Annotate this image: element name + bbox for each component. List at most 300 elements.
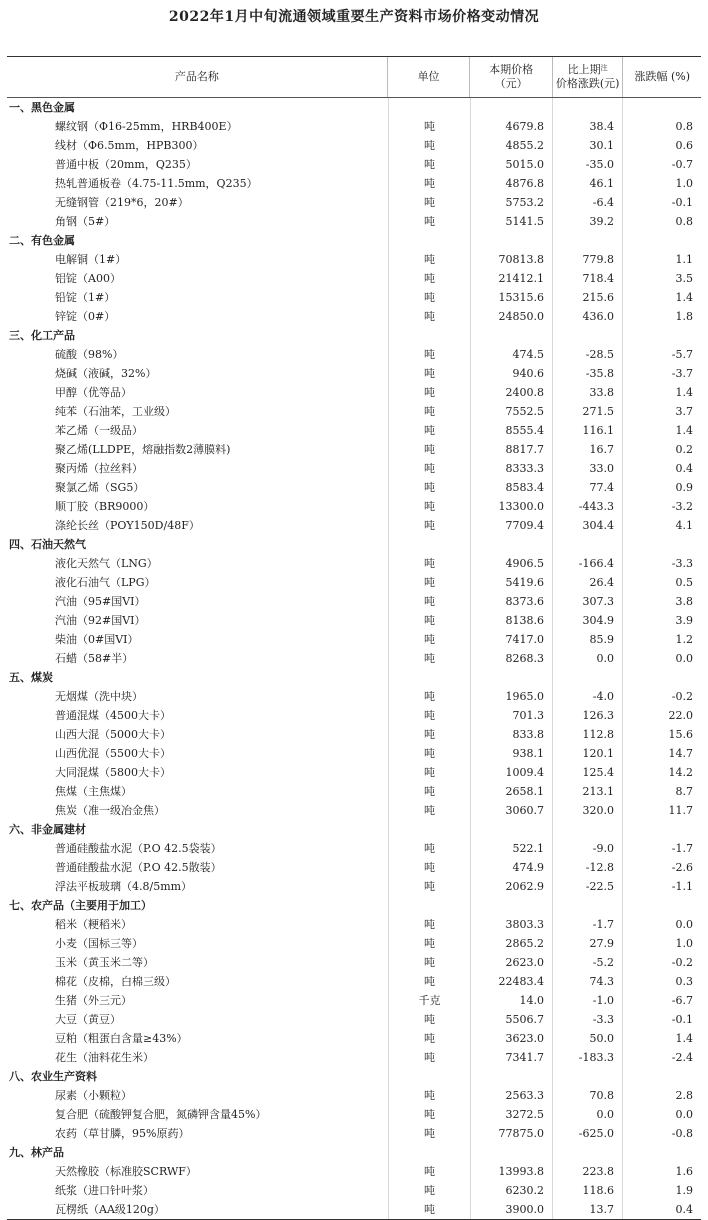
price-cell: 14.0 [471, 991, 553, 1010]
table-header [7, 57, 701, 98]
product-name: 普通硅酸盐水泥（P.O 42.5散装） [7, 858, 389, 877]
category-row [7, 896, 701, 915]
price-cell: 5419.6 [471, 573, 553, 592]
category-name: 九、林产品 [7, 1143, 389, 1162]
price-cell: 4876.8 [471, 174, 553, 193]
table-row [7, 307, 701, 326]
pct-cell: -1.1 [671, 880, 693, 893]
category-name: 六、非金属建材 [7, 820, 389, 839]
unit-cell: 吨 [389, 1086, 471, 1105]
pct-cell: 1.1 [675, 253, 693, 266]
change-cell: 27.9 [553, 934, 623, 953]
product-name: 无烟煤（洗中块） [7, 687, 389, 706]
empty-cell [623, 326, 701, 345]
price-cell: 7341.7 [471, 1048, 553, 1067]
unit-cell: 吨 [389, 611, 471, 630]
unit-cell: 吨 [389, 649, 471, 668]
pct-cell: -3.2 [671, 500, 693, 513]
table-row [7, 174, 701, 193]
price-cell: 8138.6 [471, 611, 553, 630]
pct-cell: -0.2 [671, 956, 693, 969]
table-row [7, 972, 701, 991]
empty-cell [553, 896, 623, 915]
pct-cell: 0.0 [675, 652, 693, 665]
header-unit: 单位 [388, 57, 471, 97]
table-row [7, 763, 701, 782]
unit-cell: 吨 [389, 402, 471, 421]
unit-cell: 吨 [389, 136, 471, 155]
change-cell: 718.4 [553, 269, 623, 288]
pct-cell: 1.0 [675, 937, 693, 950]
price-cell: 4679.8 [471, 117, 553, 136]
pct-cell: 0.0 [675, 1108, 693, 1121]
price-cell: 474.5 [471, 345, 553, 364]
table-row [7, 592, 701, 611]
product-name: 纸浆（进口针叶浆） [7, 1181, 389, 1200]
product-name: 热轧普通板卷（4.75-11.5mm，Q235） [7, 174, 389, 193]
pct-cell: 0.9 [675, 481, 693, 494]
table-row [7, 858, 701, 877]
empty-cell [553, 1143, 623, 1162]
product-name: 大同混煤（5800大卡） [7, 763, 389, 782]
pct-cell: 3.8 [675, 595, 693, 608]
unit-cell: 吨 [389, 193, 471, 212]
product-name: 普通硅酸盐水泥（P.O 42.5袋装） [7, 839, 389, 858]
product-name: 焦炭（准一级冶金焦） [7, 801, 389, 820]
category-name: 四、石油天然气 [7, 535, 389, 554]
price-cell: 3803.3 [471, 915, 553, 934]
pct-cell: 0.4 [675, 462, 693, 475]
price-cell: 22483.4 [471, 972, 553, 991]
price-cell: 7709.4 [471, 516, 553, 535]
table-row [7, 402, 701, 421]
empty-cell [553, 535, 623, 554]
pct-cell: 1.6 [675, 1165, 693, 1178]
unit-cell: 吨 [389, 858, 471, 877]
price-cell: 1009.4 [471, 763, 553, 782]
product-name: 浮法平板玻璃（4.8/5mm） [7, 877, 389, 896]
table-row [7, 1124, 701, 1143]
price-cell: 5015.0 [471, 155, 553, 174]
price-cell: 938.1 [471, 744, 553, 763]
unit-cell: 吨 [389, 269, 471, 288]
product-name: 锌锭（0#） [7, 307, 389, 326]
table-row [7, 288, 701, 307]
price-cell: 2865.2 [471, 934, 553, 953]
change-cell: -12.8 [553, 858, 623, 877]
pct-cell: 1.2 [675, 633, 693, 646]
price-cell: 6230.2 [471, 1181, 553, 1200]
pct-cell: -2.6 [671, 861, 693, 874]
pct-cell: 0.3 [675, 975, 693, 988]
header-change-line1: 比上期 [567, 63, 601, 76]
change-cell: 118.6 [553, 1181, 623, 1200]
change-cell: -22.5 [553, 877, 623, 896]
pct-cell: -6.7 [671, 994, 693, 1007]
pct-cell: 1.9 [675, 1184, 693, 1197]
category-row [7, 668, 701, 687]
pct-cell: -0.2 [671, 690, 693, 703]
pct-cell: 0.4 [675, 1203, 693, 1216]
change-cell: 70.8 [553, 1086, 623, 1105]
header-price-line1: 本期价格 [489, 63, 534, 76]
unit-cell: 吨 [389, 383, 471, 402]
table-row [7, 193, 701, 212]
unit-cell: 吨 [389, 288, 471, 307]
change-cell: -443.3 [553, 497, 623, 516]
category-row [7, 98, 701, 117]
change-cell: -35.0 [553, 155, 623, 174]
table-row [7, 687, 701, 706]
empty-cell [471, 535, 553, 554]
change-cell: 779.8 [553, 250, 623, 269]
product-name: 铝锭（A00） [7, 269, 389, 288]
table-row [7, 782, 701, 801]
table-row [7, 1181, 701, 1200]
price-table [7, 56, 701, 1220]
product-name: 豆粕（粗蛋白含量≥43%） [7, 1029, 389, 1048]
category-row [7, 820, 701, 839]
table-row [7, 250, 701, 269]
pct-cell: 1.4 [675, 386, 693, 399]
change-cell: -4.0 [553, 687, 623, 706]
product-name: 普通混煤（4500大卡） [7, 706, 389, 725]
product-name: 石蜡（58#半） [7, 649, 389, 668]
pct-cell: -5.7 [671, 348, 693, 361]
product-name: 苯乙烯（一级品） [7, 421, 389, 440]
change-cell: 436.0 [553, 307, 623, 326]
table-row [7, 554, 701, 573]
price-cell: 4906.5 [471, 554, 553, 573]
price-cell: 4855.2 [471, 136, 553, 155]
empty-cell [623, 1067, 701, 1086]
price-cell: 3900.0 [471, 1200, 553, 1219]
change-cell: 77.4 [553, 478, 623, 497]
change-cell: 39.2 [553, 212, 623, 231]
table-row [7, 877, 701, 896]
change-cell: -1.7 [553, 915, 623, 934]
table-row [7, 649, 701, 668]
pct-cell: -0.1 [671, 196, 693, 209]
table-row [7, 1086, 701, 1105]
unit-cell: 吨 [389, 1029, 471, 1048]
product-name: 甲醇（优等品） [7, 383, 389, 402]
change-cell: 112.8 [553, 725, 623, 744]
price-cell: 15315.6 [471, 288, 553, 307]
change-cell: 26.4 [553, 573, 623, 592]
change-cell: -1.0 [553, 991, 623, 1010]
header-name: 产品名称 [7, 57, 388, 97]
change-cell: 120.1 [553, 744, 623, 763]
table-row [7, 497, 701, 516]
pct-cell: 1.4 [675, 291, 693, 304]
pct-cell: 3.9 [675, 614, 693, 627]
price-cell: 2400.8 [471, 383, 553, 402]
product-name: 焦煤（主焦煤） [7, 782, 389, 801]
price-cell: 8817.7 [471, 440, 553, 459]
product-name: 硫酸（98%） [7, 345, 389, 364]
product-name: 汽油（95#国VI） [7, 592, 389, 611]
unit-cell: 吨 [389, 877, 471, 896]
empty-cell [553, 98, 623, 117]
category-row [7, 231, 701, 250]
product-name: 烧碱（液碱，32%） [7, 364, 389, 383]
price-cell: 8333.3 [471, 459, 553, 478]
product-name: 液化石油气（LPG） [7, 573, 389, 592]
product-name: 顺丁胶（BR9000） [7, 497, 389, 516]
change-cell: 213.1 [553, 782, 623, 801]
change-cell: 320.0 [553, 801, 623, 820]
unit-cell: 吨 [389, 706, 471, 725]
product-name: 天然橡胶（标准胶SCRWF） [7, 1162, 389, 1181]
change-cell: 126.3 [553, 706, 623, 725]
table-row [7, 725, 701, 744]
pct-cell: 1.4 [675, 424, 693, 437]
change-cell: 33.0 [553, 459, 623, 478]
table-row [7, 611, 701, 630]
unit-cell: 吨 [389, 972, 471, 991]
pct-cell: 1.0 [675, 177, 693, 190]
product-name: 汽油（92#国VI） [7, 611, 389, 630]
price-cell: 77875.0 [471, 1124, 553, 1143]
unit-cell: 吨 [389, 478, 471, 497]
table-row [7, 117, 701, 136]
category-name: 八、农业生产资料 [7, 1067, 389, 1086]
empty-cell [471, 1143, 553, 1162]
header-price-line2: （元） [494, 77, 528, 90]
unit-cell: 吨 [389, 1200, 471, 1219]
product-name: 大豆（黄豆） [7, 1010, 389, 1029]
unit-cell: 吨 [389, 687, 471, 706]
product-name: 无缝钢管（219*6，20#） [7, 193, 389, 212]
product-name: 玉米（黄玉米二等） [7, 953, 389, 972]
table-row [7, 991, 701, 1010]
table-row [7, 1029, 701, 1048]
product-name: 聚丙烯（拉丝料） [7, 459, 389, 478]
unit-cell: 吨 [389, 725, 471, 744]
empty-cell [623, 896, 701, 915]
change-cell: 13.7 [553, 1200, 623, 1219]
change-cell: 0.0 [553, 649, 623, 668]
unit-cell: 吨 [389, 744, 471, 763]
product-name: 铅锭（1#） [7, 288, 389, 307]
product-name: 花生（油料花生米） [7, 1048, 389, 1067]
table-row [7, 630, 701, 649]
unit-cell: 吨 [389, 497, 471, 516]
pct-cell: 0.5 [675, 576, 693, 589]
empty-cell [623, 820, 701, 839]
unit-cell: 吨 [389, 1010, 471, 1029]
product-name: 电解铜（1#） [7, 250, 389, 269]
product-name: 柴油（0#国VI） [7, 630, 389, 649]
unit-cell: 吨 [389, 934, 471, 953]
change-cell: -28.5 [553, 345, 623, 364]
change-cell: -35.8 [553, 364, 623, 383]
product-name: 生猪（外三元） [7, 991, 389, 1010]
product-name: 复合肥（硫酸钾复合肥，氮磷钾含量45%） [7, 1105, 389, 1124]
empty-cell [623, 668, 701, 687]
pct-cell: 22.0 [668, 709, 693, 722]
price-cell: 7417.0 [471, 630, 553, 649]
price-cell: 2563.3 [471, 1086, 553, 1105]
pct-cell: -3.3 [671, 557, 693, 570]
change-cell: -6.4 [553, 193, 623, 212]
price-cell: 5141.5 [471, 212, 553, 231]
change-cell: -9.0 [553, 839, 623, 858]
price-cell: 5753.2 [471, 193, 553, 212]
table-row [7, 421, 701, 440]
empty-cell [553, 231, 623, 250]
category-name: 三、化工产品 [7, 326, 389, 345]
product-name: 聚乙烯(LLDPE，熔融指数2薄膜料) [7, 440, 389, 459]
price-cell: 701.3 [471, 706, 553, 725]
price-cell: 8268.3 [471, 649, 553, 668]
change-cell: 16.7 [553, 440, 623, 459]
unit-cell: 吨 [389, 364, 471, 383]
table-row [7, 345, 701, 364]
pct-cell: 3.5 [675, 272, 693, 285]
price-cell: 8373.6 [471, 592, 553, 611]
header-change-line2: 价格涨跌(元) [555, 77, 620, 90]
price-cell: 13993.8 [471, 1162, 553, 1181]
unit-cell: 吨 [389, 801, 471, 820]
price-cell: 7552.5 [471, 402, 553, 421]
change-cell: 116.1 [553, 421, 623, 440]
pct-cell: 0.0 [675, 918, 693, 931]
unit-cell: 吨 [389, 592, 471, 611]
change-cell: 125.4 [553, 763, 623, 782]
change-cell: 74.3 [553, 972, 623, 991]
product-name: 线材（Φ6.5mm，HPB300） [7, 136, 389, 155]
pct-cell: 11.7 [668, 804, 693, 817]
empty-cell [389, 98, 471, 117]
table-row [7, 516, 701, 535]
price-cell: 8583.4 [471, 478, 553, 497]
change-cell: 0.0 [553, 1105, 623, 1124]
change-cell: -166.4 [553, 554, 623, 573]
price-cell: 2062.9 [471, 877, 553, 896]
product-name: 稻米（粳稻米） [7, 915, 389, 934]
table-row [7, 269, 701, 288]
empty-cell [623, 98, 701, 117]
change-cell: 33.8 [553, 383, 623, 402]
product-name: 棉花（皮棉，白棉三级） [7, 972, 389, 991]
price-cell: 940.6 [471, 364, 553, 383]
price-cell: 3060.7 [471, 801, 553, 820]
unit-cell: 吨 [389, 516, 471, 535]
change-cell: 215.6 [553, 288, 623, 307]
page-title: 2022年1月中旬流通领域重要生产资料市场价格变动情况 [168, 9, 540, 25]
unit-cell: 吨 [389, 763, 471, 782]
table-row [7, 801, 701, 820]
table-row [7, 136, 701, 155]
table-row [7, 934, 701, 953]
pct-cell: 0.8 [675, 215, 693, 228]
unit-cell: 吨 [389, 440, 471, 459]
header-change-note: 注 [600, 64, 608, 72]
table-row [7, 440, 701, 459]
table-row [7, 459, 701, 478]
table-row [7, 1010, 701, 1029]
empty-cell [471, 98, 553, 117]
empty-cell [553, 820, 623, 839]
empty-cell [471, 1067, 553, 1086]
empty-cell [471, 326, 553, 345]
pct-cell: 0.2 [675, 443, 693, 456]
unit-cell: 吨 [389, 1105, 471, 1124]
product-name: 山西大混（5000大卡） [7, 725, 389, 744]
product-name: 小麦（国标三等） [7, 934, 389, 953]
table-row [7, 839, 701, 858]
product-name: 角钢（5#） [7, 212, 389, 231]
unit-cell: 吨 [389, 1162, 471, 1181]
change-cell: -3.3 [553, 1010, 623, 1029]
empty-cell [471, 896, 553, 915]
table-row [7, 1162, 701, 1181]
price-cell: 3623.0 [471, 1029, 553, 1048]
change-cell: 304.4 [553, 516, 623, 535]
pct-cell: 14.7 [668, 747, 693, 760]
unit-cell: 吨 [389, 1124, 471, 1143]
price-cell: 474.9 [471, 858, 553, 877]
price-cell: 21412.1 [471, 269, 553, 288]
price-cell: 2658.1 [471, 782, 553, 801]
empty-cell [389, 1067, 471, 1086]
empty-cell [471, 231, 553, 250]
product-name: 涤纶长丝（POY150D/48F） [7, 516, 389, 535]
table-row [7, 706, 701, 725]
change-cell: -625.0 [553, 1124, 623, 1143]
unit-cell: 吨 [389, 155, 471, 174]
category-name: 五、煤炭 [7, 668, 389, 687]
price-cell: 70813.8 [471, 250, 553, 269]
change-cell: 46.1 [553, 174, 623, 193]
table-row [7, 573, 701, 592]
unit-cell: 吨 [389, 554, 471, 573]
empty-cell [553, 1067, 623, 1086]
table-row [7, 478, 701, 497]
pct-cell: 1.4 [675, 1032, 693, 1045]
header-pct: 涨跌幅 (%) [634, 70, 690, 83]
price-cell: 833.8 [471, 725, 553, 744]
category-name: 一、黑色金属 [7, 98, 389, 117]
unit-cell: 吨 [389, 915, 471, 934]
empty-cell [389, 535, 471, 554]
empty-cell [623, 535, 701, 554]
pct-cell: -0.8 [671, 1127, 693, 1140]
table-row [7, 364, 701, 383]
change-cell: 304.9 [553, 611, 623, 630]
unit-cell: 吨 [389, 250, 471, 269]
change-cell: 30.1 [553, 136, 623, 155]
pct-cell: 4.1 [675, 519, 693, 532]
price-cell: 13300.0 [471, 497, 553, 516]
unit-cell: 吨 [389, 1181, 471, 1200]
price-cell: 522.1 [471, 839, 553, 858]
change-cell: -5.2 [553, 953, 623, 972]
table-row [7, 915, 701, 934]
pct-cell: -1.7 [671, 842, 693, 855]
pct-cell: 0.8 [675, 120, 693, 133]
pct-cell: 15.6 [668, 728, 693, 741]
unit-cell: 吨 [389, 212, 471, 231]
empty-cell [471, 820, 553, 839]
pct-cell: 0.6 [675, 139, 693, 152]
price-cell: 2623.0 [471, 953, 553, 972]
unit-cell: 吨 [389, 782, 471, 801]
empty-cell [623, 231, 701, 250]
price-cell: 5506.7 [471, 1010, 553, 1029]
